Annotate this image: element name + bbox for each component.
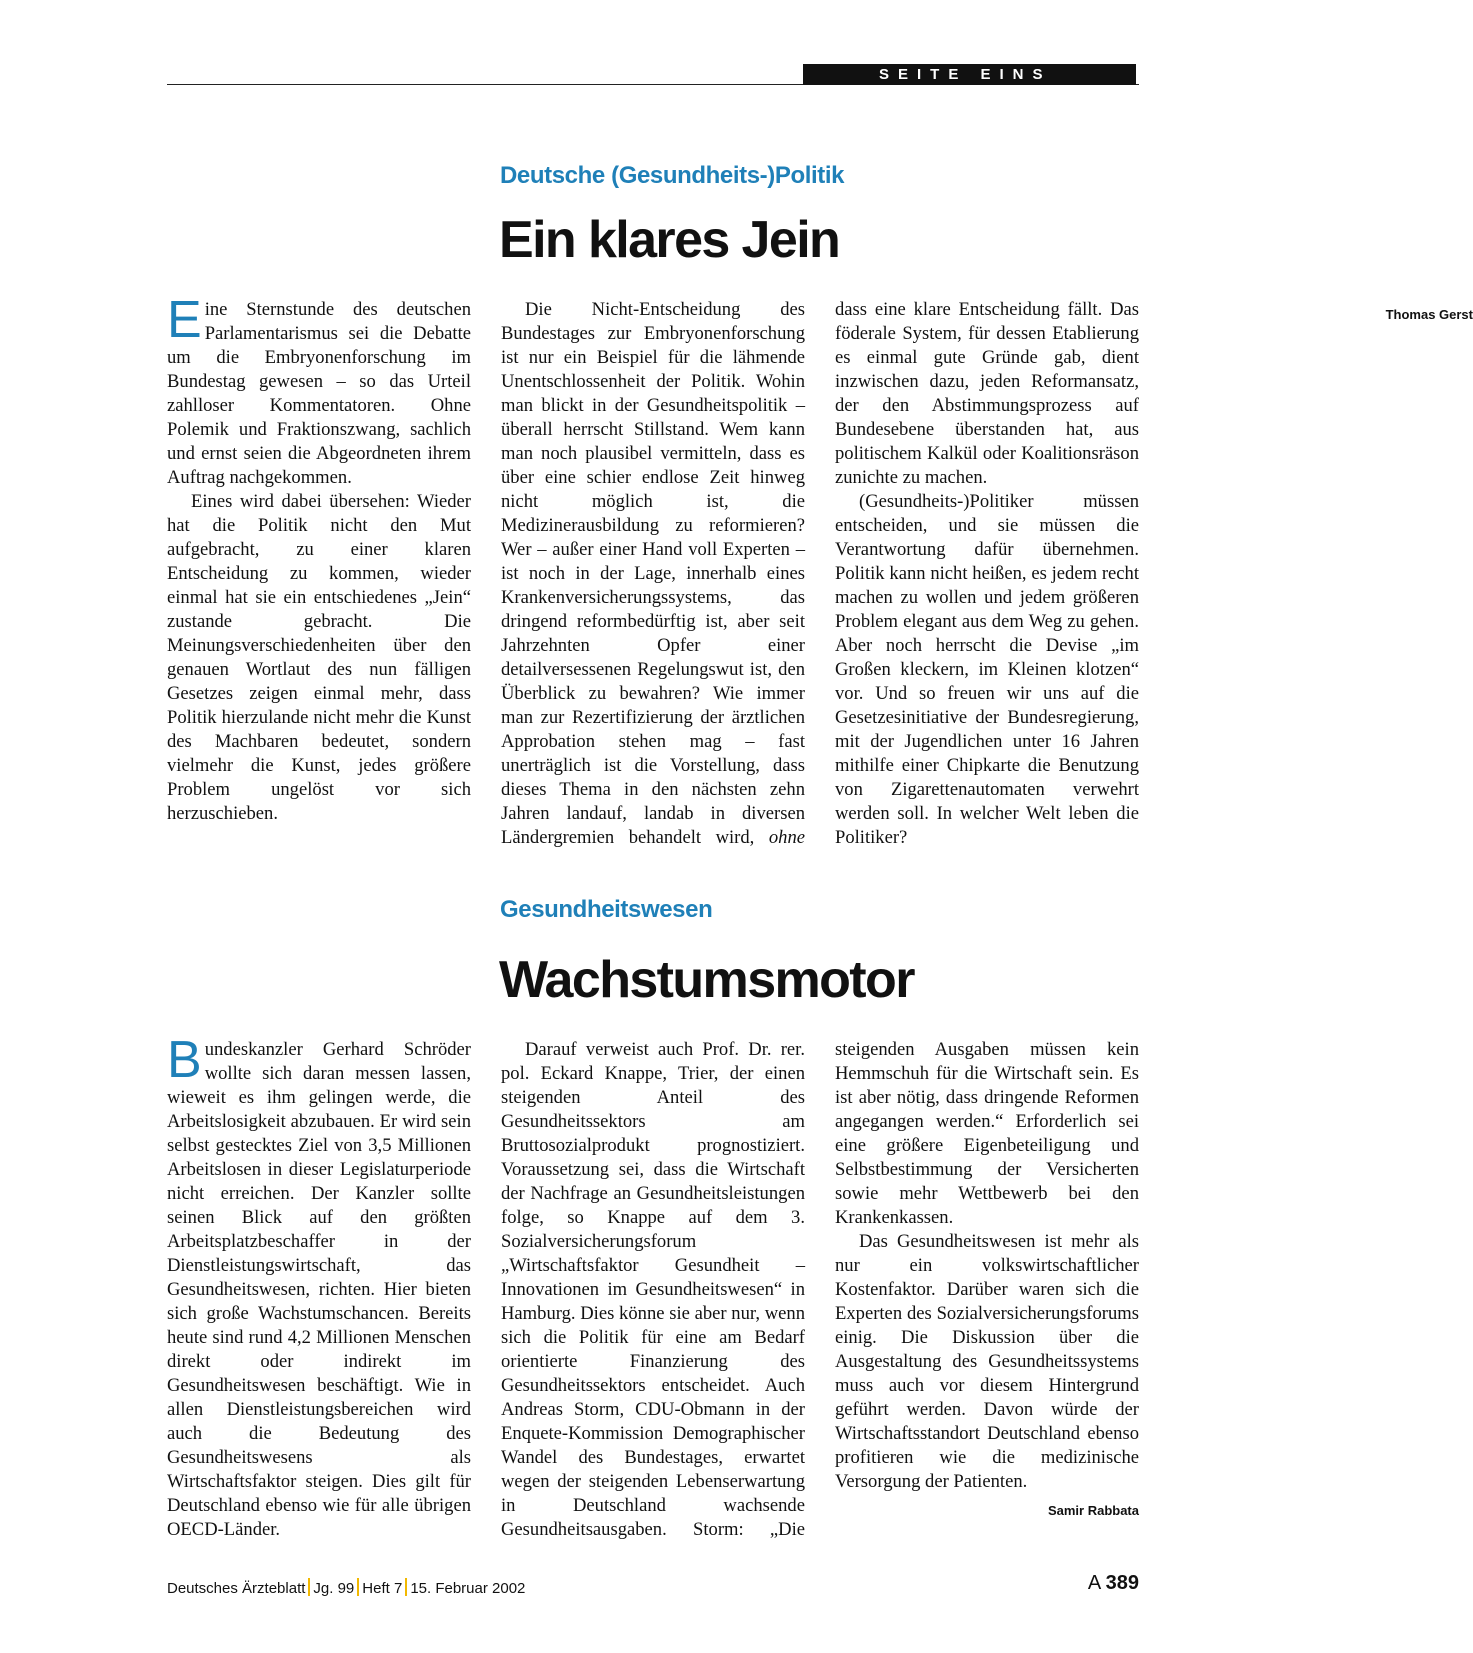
footer-journal: Deutsches Ärzteblatt xyxy=(167,1580,306,1597)
article2-paragraph: Das Gesundheitswesen ist mehr als nur ein volkswirtschaftlicher Kostenfaktor. Darüber waren sich die Experten des Sozialversicherungsforums einig. Die Diskussion über die Ausgestaltung des Gesundheitssystems muss auch vor diesem Hintergrund geführt werden. Davon würde der Wirtschaftsstandort Deutschland ebenso profitieren wie die medizinische Versorgung der Patienten. Samir Rabbata xyxy=(835,1230,1139,1494)
article2-headline: Wachstumsmotor xyxy=(499,951,914,1009)
page-footer xyxy=(167,1572,1139,1600)
article2-author: Samir Rabbata xyxy=(1047,1503,1139,1518)
article2-paragraph: Bundeskanzler Gerhard Schröder wollte sich daran messen lassen, wieweit es ihm gelingen werde, die Arbeitslosigkeit abzubauen. Er wird sein selbst gestecktes Ziel von 3,5 Millionen Arbeitslosen in dieser Legislaturperiode nicht erreichen. Der Kanzler sollte seinen Blick auf den größten Arbeitsplatzbeschaffer in der Dienstleistungswirtschaft, das Gesundheitswesen, richten. Hier bieten sich große Wachstumschancen. Bereits heute sind rund 4,2 Millionen Menschen direkt oder indirekt im Gesundheitswesen beschäftigt. Wie in allen Dienstleistungsbereichen wird auch die Bedeutung des Gesundheitswesens als Wirtschaftsfaktor steigen. Dies gilt für Deutschland ebenso wie für alle übrigen OECD-Länder. xyxy=(167,1031,471,1540)
footer-citation xyxy=(167,1578,525,1597)
article2-paragraph: Darauf verweist auch Prof. Dr. rer. pol. Eckard Knappe, Trier, der einen steigenden Anteil des Gesundheitssektors am Bruttosozialprodukt prognostiziert. Voraussetzung sei, dass die Wirtschaft der Nachfrage an Gesundheitsleistungen folge, so Knappe auf dem 3. Sozialversicherungsforum „Wirtschaftsfaktor Gesundheit – Innovationen im Gesundheitswesen“ in Hamburg. Dies könne sie aber nur, wenn sich die Politik für eine am Bedarf orientierte Finanzierung des Gesundheitssektors entscheidet. Auch Andreas Storm, CDU-Obmann in der Enquete-Kommission Demographischer Wandel des Bundestages, erwartet wegen der steigenden Lebenserwartung in Deutschland wachsende Gesundheitsausgaben. Storm: „Die steigenden Ausgaben müssen kein Hemmschuh für die Wirtschaft sein. Es ist aber nötig, dass dringende Reformen angegangen werden.“ Erforderlich sei eine größere Eigenbeteiligung und Selbstbestimmung der Versicherten sowie mehr Wettbewerb bei den Krankenkassen. xyxy=(501,1039,1139,1540)
footer-issue: Heft 7 xyxy=(362,1580,403,1597)
article1-author: Thomas Gerst xyxy=(1385,307,1473,322)
footer-volume: Jg. 99 xyxy=(313,1580,355,1597)
article1-paragraph: (Gesundheits-)Politiker müssen entscheiden, und sie müssen die Verantwortung dafür übernehmen. Politik kann nicht heißen, es jedem recht machen zu wollen und jedem größeren Problem elegant aus dem Weg zu gehen. Aber noch herrscht die Devise „im Großen kleckern, im Kleinen klotzen“ vor. Und so freuen wir uns auf die Gesetzesinitiative der Bundesregierung, mit der Jugendlichen unter 16 Jahren mithilfe einer Chipkarte die Benutzung von Zigarettenautomaten verwehrt werden soll. In welcher Welt leben die Politiker? Thomas Gerst xyxy=(835,490,1139,850)
article2-dropcap: B xyxy=(167,1031,202,1089)
footer-separator xyxy=(308,1578,310,1596)
article1-paragraph: Die Nicht-Entscheidung des Bundestages zur Embryonenforschung ist nur ein Beispiel für die lähmende Unentschlossenheit der Politik. Wohin man blickt in der Gesundheitspolitik – überall herrscht Stillstand. Wem kann man noch plausibel vermitteln, dass es über eine schier endlose Zeit hinweg nicht möglich ist, die Medizinerausbildung zu reformieren? Wer – außer einer Hand voll Experten – ist noch in der Lage, innerhalb eines Krankenversicherungssystems, das dringend reformbedürftig ist, aber seit Jahrzehnten Opfer einer detailversessenen Regelungswut ist, den Überblick zu bewahren? Wie immer man zur Rezertifizierung der ärztlichen Approbation stehen mag – fast unerträglich ist die Vorstellung, dass dieses Thema in den nächsten zehn Jahren landauf, landab in diversen Ländergremien behandelt wird, ohne dass eine klare Entscheidung fällt. Das föderale System, für dessen Etablierung es einmal gute Gründe gab, dient inzwischen dazu, jeden Reformansatz, der den Abstimmungsprozess auf Bundesebene überstanden hat, aus politischem Kalkül oder Koalitionsräson zunichte zu machen. xyxy=(501,299,1139,848)
section-label: SEITE EINS xyxy=(803,64,1136,85)
article2-kicker: Gesundheitswesen xyxy=(500,896,713,923)
article1-kicker: Deutsche (Gesundheits-)Politik xyxy=(500,162,845,189)
article1-body xyxy=(167,291,1473,850)
article1-headline: Ein klares Jein xyxy=(499,211,840,269)
page-prefix: A xyxy=(1087,1572,1101,1594)
article2-body xyxy=(167,1031,1139,1542)
article1-paragraph: Eine Sternstunde des deutschen Parlamentarismus sei die Debatte um die Embryonenforschung im Bundestag gewesen – so das Urteil zahlloser Kommentatoren. Ohne Polemik und Fraktionszwang, sachlich und ernst seien die Abgeordneten ihrem Auftrag nachgekommen. xyxy=(167,291,471,488)
page-number-value: 389 xyxy=(1105,1572,1139,1594)
page-number xyxy=(1088,1572,1139,1595)
footer-separator xyxy=(405,1578,407,1596)
article1-paragraph: Eines wird dabei übersehen: Wieder hat die Politik nicht den Mut aufgebracht, zu einer klaren Entscheidung zu kommen, wieder einmal hat sie ein entschiedenes „Jein“ zustande gebracht. Die Meinungsverschiedenheiten über den genauen Wortlaut des nun fälligen Gesetzes zeigen einmal mehr, dass Politik hierzulande nicht mehr die Kunst des Machbaren bedeutet, sondern vielmehr die Kunst, jedes größere Problem ungelöst vor sich herzuschieben. xyxy=(167,491,471,824)
article1-dropcap: E xyxy=(167,291,202,349)
footer-date: 15. Februar 2002 xyxy=(410,1580,526,1597)
footer-separator xyxy=(357,1578,359,1596)
